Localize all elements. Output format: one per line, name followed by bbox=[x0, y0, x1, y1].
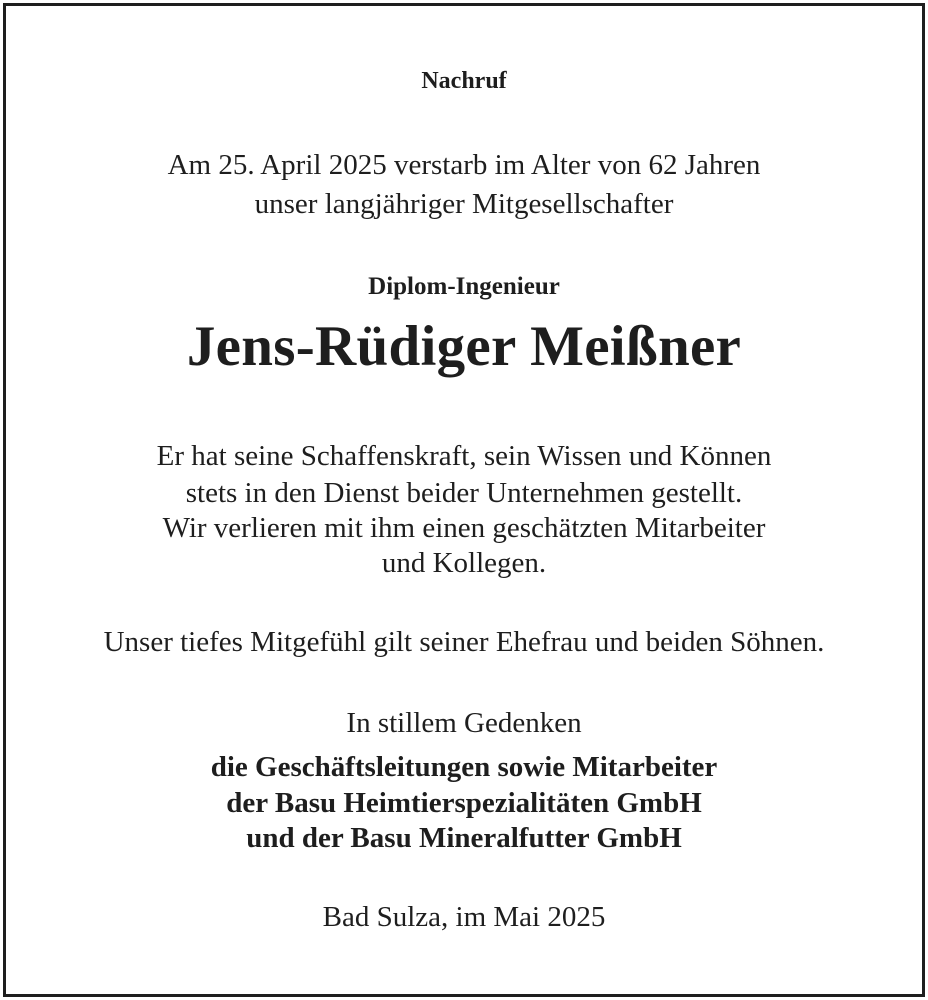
place-date-line: Bad Sulza, im Mai 2025 bbox=[322, 901, 606, 933]
tribute-line-1: Er hat seine Schaffenskraft, sein Wissen und Können bbox=[156, 440, 772, 472]
intro-line-2: unser langjähriger Mitgesellschafter bbox=[254, 188, 674, 220]
signatory-line-1: die Geschäftsleitungen sowie Mitarbeiter bbox=[210, 751, 718, 783]
obituary-frame bbox=[3, 3, 925, 997]
tribute-line-2: stets in den Dienst beider Unternehmen gestellt. bbox=[185, 477, 743, 509]
signatory-line-2: der Basu Heimtierspezialitäten GmbH bbox=[226, 787, 702, 819]
deceased-name: Jens-Rüdiger Meißner bbox=[186, 315, 742, 378]
tribute-line-3: Wir verlieren mit ihm einen geschätzten Mitarbeiter bbox=[162, 512, 766, 544]
academic-title: Diplom-Ingenieur bbox=[368, 273, 560, 300]
intro-line-1: Am 25. April 2025 verstarb im Alter von 62 Jahren bbox=[167, 149, 761, 181]
signatory-line-3: und der Basu Mineralfutter GmbH bbox=[246, 822, 682, 854]
memorial-line: In stillem Gedenken bbox=[346, 707, 582, 739]
tribute-line-4: und Kollegen. bbox=[381, 547, 547, 579]
condolence-line: Unser tiefes Mitgefühl gilt seiner Ehefrau und beiden Söhnen. bbox=[103, 626, 825, 658]
notice-heading: Nachruf bbox=[421, 68, 507, 94]
